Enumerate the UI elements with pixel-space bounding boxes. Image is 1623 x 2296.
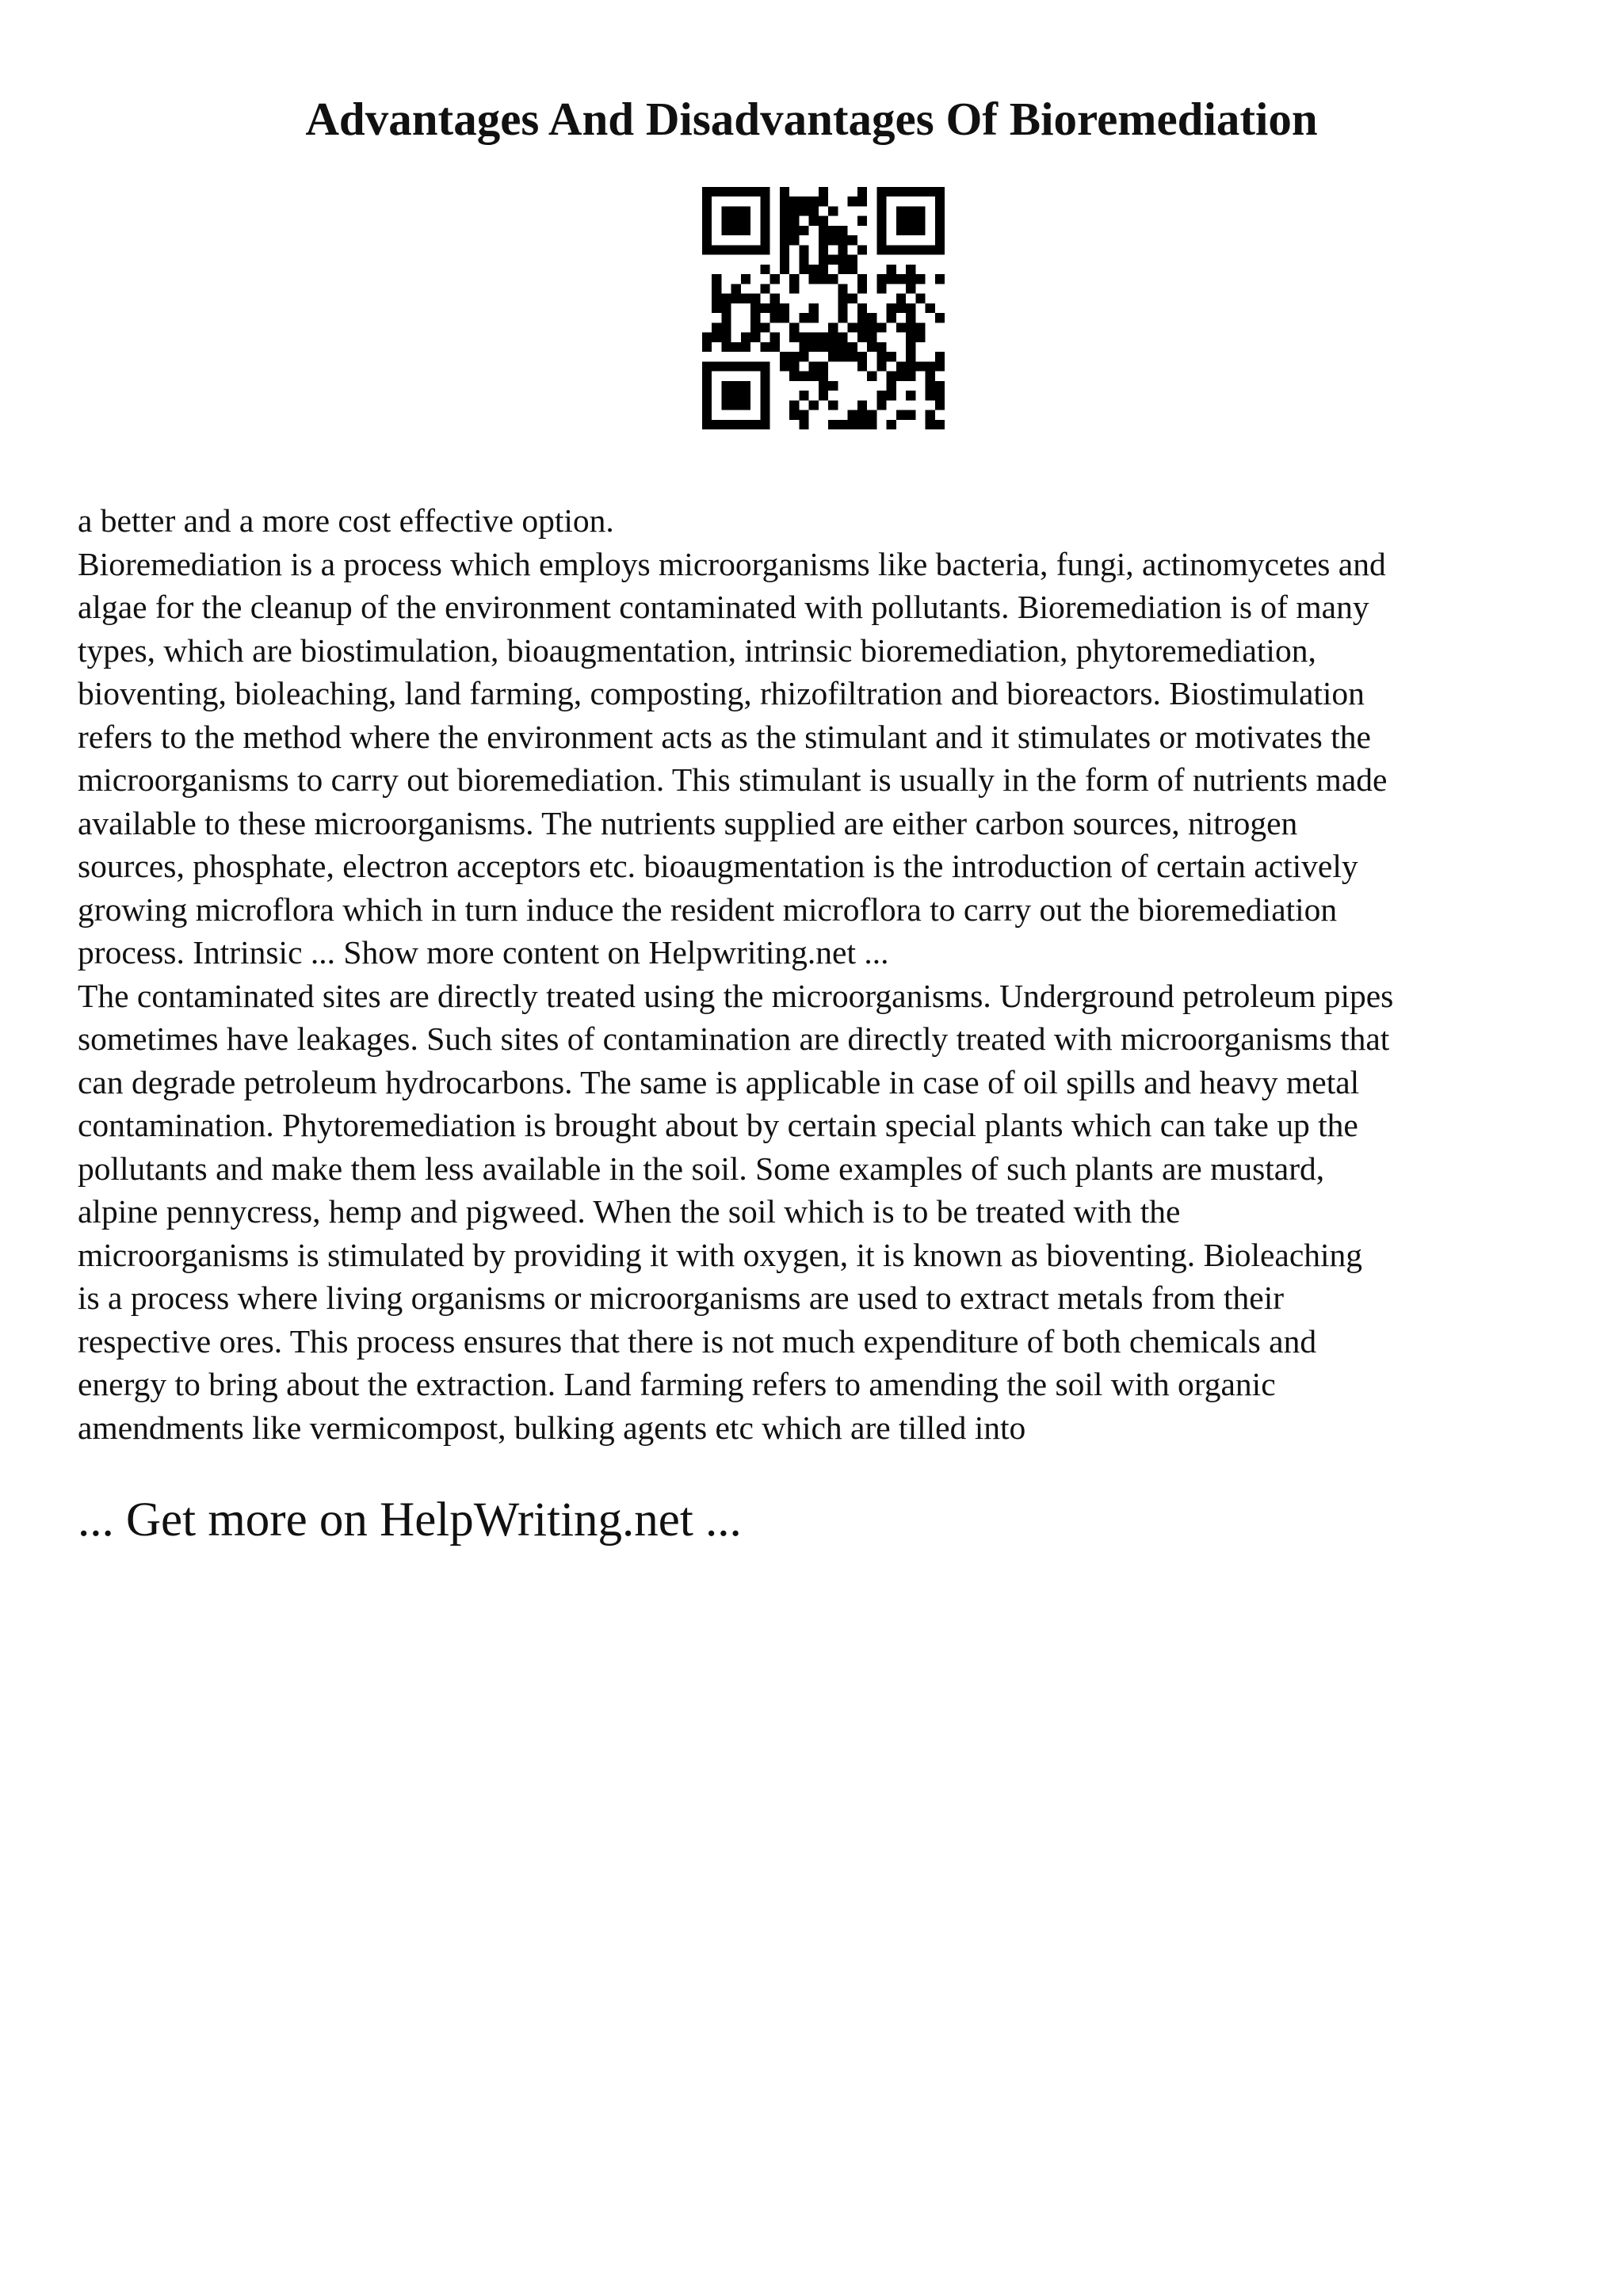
body-line: types, which are biostimulation, bioaugmentation, intrinsic bioremediation, phytoremediation,	[78, 631, 1316, 669]
document-title: Advantages And Disadvantages Of Bioremediation	[305, 93, 1318, 145]
body-line: respective ores. This process ensures that there is not much expenditure of both chemicals and	[78, 1322, 1317, 1360]
body-line: amendments like vermicompost, bulking agents etc which are tilled into	[78, 1409, 1026, 1446]
body-line: available to these microorganisms. The nutrients supplied are either carbon sources, nitrogen	[78, 804, 1298, 841]
body-line: bioventing, bioleaching, land farming, composting, rhizofiltration and bioreactors. Biostimulation	[78, 675, 1365, 711]
body-line: refers to the method where the environment acts as the stimulant and it stimulates or motivates the	[78, 718, 1371, 755]
body-line: a better and a more cost effective option.	[78, 502, 614, 539]
body-line: sometimes have leakages. Such sites of contamination are directly treated with microorganisms that	[78, 1020, 1390, 1057]
body-line: energy to bring about the extraction. Land farming refers to amending the soil with organic	[78, 1366, 1276, 1402]
document-body	[78, 499, 1568, 1449]
body-line: pollutants and make them less available in the soil. Some examples of such plants are mustard,	[78, 1150, 1325, 1187]
body-line: contamination. Phytoremediation is brought about by certain special plants which can take up the	[78, 1107, 1358, 1143]
body-line: The contaminated sites are directly treated using the microorganisms. Underground petroleum pipes	[78, 977, 1394, 1014]
qr-code-icon	[702, 187, 945, 429]
body-line: can degrade petroleum hydrocarbons. The same is applicable in case of oil spills and heavy metal	[78, 1063, 1360, 1100]
body-line: growing microflora which in turn induce the resident microflora to carry out the bioremediation	[78, 891, 1338, 928]
body-line: microorganisms to carry out bioremediation. This stimulant is usually in the form of nutrients made	[78, 761, 1388, 798]
body-line: Bioremediation is a process which employs microorganisms like bacteria, fungi, actinomycetes and	[78, 545, 1386, 582]
body-line: alpine pennycress, hemp and pigweed. When the soil which is to be treated with the	[78, 1193, 1181, 1230]
body-line: is a process where living organisms or microorganisms are used to extract metals from their	[78, 1280, 1285, 1316]
helpwriting-link[interactable]: ... Get more on HelpWriting.net ...	[78, 1493, 742, 1547]
body-line: process. Intrinsic ... Show more content on Helpwriting.net ...	[78, 934, 889, 971]
body-line: algae for the cleanup of the environment contaminated with pollutants. Bioremediation is of many	[78, 589, 1369, 625]
body-line: microorganisms is stimulated by providing it with oxygen, it is known as bioventing. Bioleaching	[78, 1236, 1363, 1273]
body-line: sources, phosphate, electron acceptors etc. bioaugmentation is the introduction of certain actively	[78, 848, 1358, 884]
